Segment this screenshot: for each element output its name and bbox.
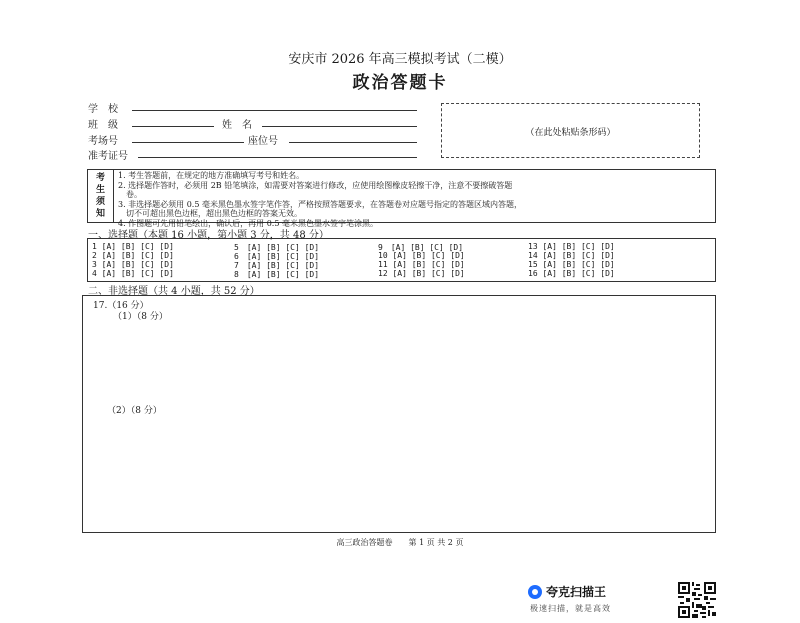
- notice-line: 3. 非选择题必须用 0.5 毫米黑色墨水签字笔作答，严格按照答题要求，在答题卷对应题号指定的答题区域内答题，: [118, 199, 522, 209]
- mc-item[interactable]: 8 [A] [B] [C] [D]: [234, 270, 320, 279]
- notice-head-char: 知: [95, 209, 105, 219]
- mc-item[interactable]: 6 [A] [B] [C] [D]: [234, 252, 320, 261]
- mc-item[interactable]: 12 [A] [B] [C] [D]: [378, 269, 465, 278]
- seat-line[interactable]: [289, 132, 417, 143]
- mc-item[interactable]: 14 [A] [B] [C] [D]: [528, 251, 615, 260]
- exam-title: 安庆市 2026 年高三模拟考试（二模）: [288, 52, 512, 67]
- school-label: 学 校: [88, 104, 118, 115]
- mc-item[interactable]: 9 [A] [B] [C] [D]: [378, 243, 464, 252]
- notice-line: 卷。: [118, 190, 142, 199]
- notice-line: 4. 作图题可先用铅笔绘出，确认后，再用 0.5 毫米黑色墨水签字笔涂黑。: [118, 218, 378, 228]
- class-label: 班 级: [88, 120, 118, 131]
- notice-head-char: 考: [95, 173, 105, 183]
- admission-label: 准考证号: [88, 151, 128, 162]
- mc-item[interactable]: 2 [A] [B] [C] [D]: [92, 251, 174, 260]
- mc-item[interactable]: 1 [A] [B] [C] [D]: [92, 242, 174, 251]
- mc-item[interactable]: 7 [A] [B] [C] [D]: [234, 261, 320, 270]
- page-footer: 高三政治答题卷 第 1 页 共 2 页: [336, 538, 464, 547]
- scanner-logo-icon: [528, 585, 542, 599]
- admission-line[interactable]: [138, 147, 417, 158]
- q17-sub2-label: （2）（8 分）: [107, 406, 162, 416]
- notice-head-char: 生: [95, 185, 105, 195]
- q17-answer-area[interactable]: [82, 295, 716, 533]
- notice-head-char: 须: [95, 197, 105, 207]
- q17-sub1-label: （1）（8 分）: [113, 312, 168, 322]
- mc-item[interactable]: 15 [A] [B] [C] [D]: [528, 260, 615, 269]
- notice-line: 切不可超出黑色边框，超出黑色边框的答案无效。: [118, 209, 302, 218]
- mc-item[interactable]: 13 [A] [B] [C] [D]: [528, 242, 615, 251]
- barcode-hint: （在此处粘贴条形码）: [525, 128, 616, 138]
- mc-answer-grid: [87, 238, 716, 282]
- notice-line: 2. 选择题作答时，必须用 2B 铅笔填涂，如需要对答案进行修改，应使用绘图橡皮轻擦干净，注意不要擦破答题: [118, 180, 513, 190]
- mc-item[interactable]: 4 [A] [B] [C] [D]: [92, 269, 174, 278]
- name-line[interactable]: [262, 116, 417, 127]
- scanner-slogan: 极速扫描，就是高效: [530, 604, 611, 613]
- qr-code-icon: [678, 582, 716, 618]
- mc-item[interactable]: 11 [A] [B] [C] [D]: [378, 260, 465, 269]
- mc-item[interactable]: 5 [A] [B] [C] [D]: [234, 243, 320, 252]
- q17-label: 17.（16 分）: [93, 301, 149, 311]
- notice-box: [87, 169, 716, 228]
- barcode-area: [441, 103, 700, 158]
- mc-section-title: 一、选择题（本题 16 小题，第小题 3 分，共 48 分）: [88, 230, 329, 241]
- exam-room-label: 考场号: [88, 136, 118, 147]
- notice-line: 1. 考生答题前，在规定的地方准确填写考号和姓名。: [118, 171, 305, 180]
- mc-item[interactable]: 3 [A] [B] [C] [D]: [92, 260, 174, 269]
- nonmc-section-title: 二、非选择题（共 4 小题，共 52 分）: [88, 286, 260, 297]
- card-title: 政治答题卡: [352, 73, 448, 93]
- mc-item[interactable]: 10 [A] [B] [C] [D]: [378, 251, 465, 260]
- school-line[interactable]: [132, 100, 417, 111]
- seat-label: 座位号: [248, 136, 278, 147]
- exam-room-line[interactable]: [132, 132, 244, 143]
- notice-heading: [88, 170, 114, 222]
- name-label: 姓 名: [222, 120, 252, 131]
- mc-item[interactable]: 16 [A] [B] [C] [D]: [528, 269, 615, 278]
- class-line[interactable]: [132, 116, 214, 127]
- scanner-brand-name: 夸克扫描王: [546, 585, 607, 599]
- notice-body: [118, 171, 710, 228]
